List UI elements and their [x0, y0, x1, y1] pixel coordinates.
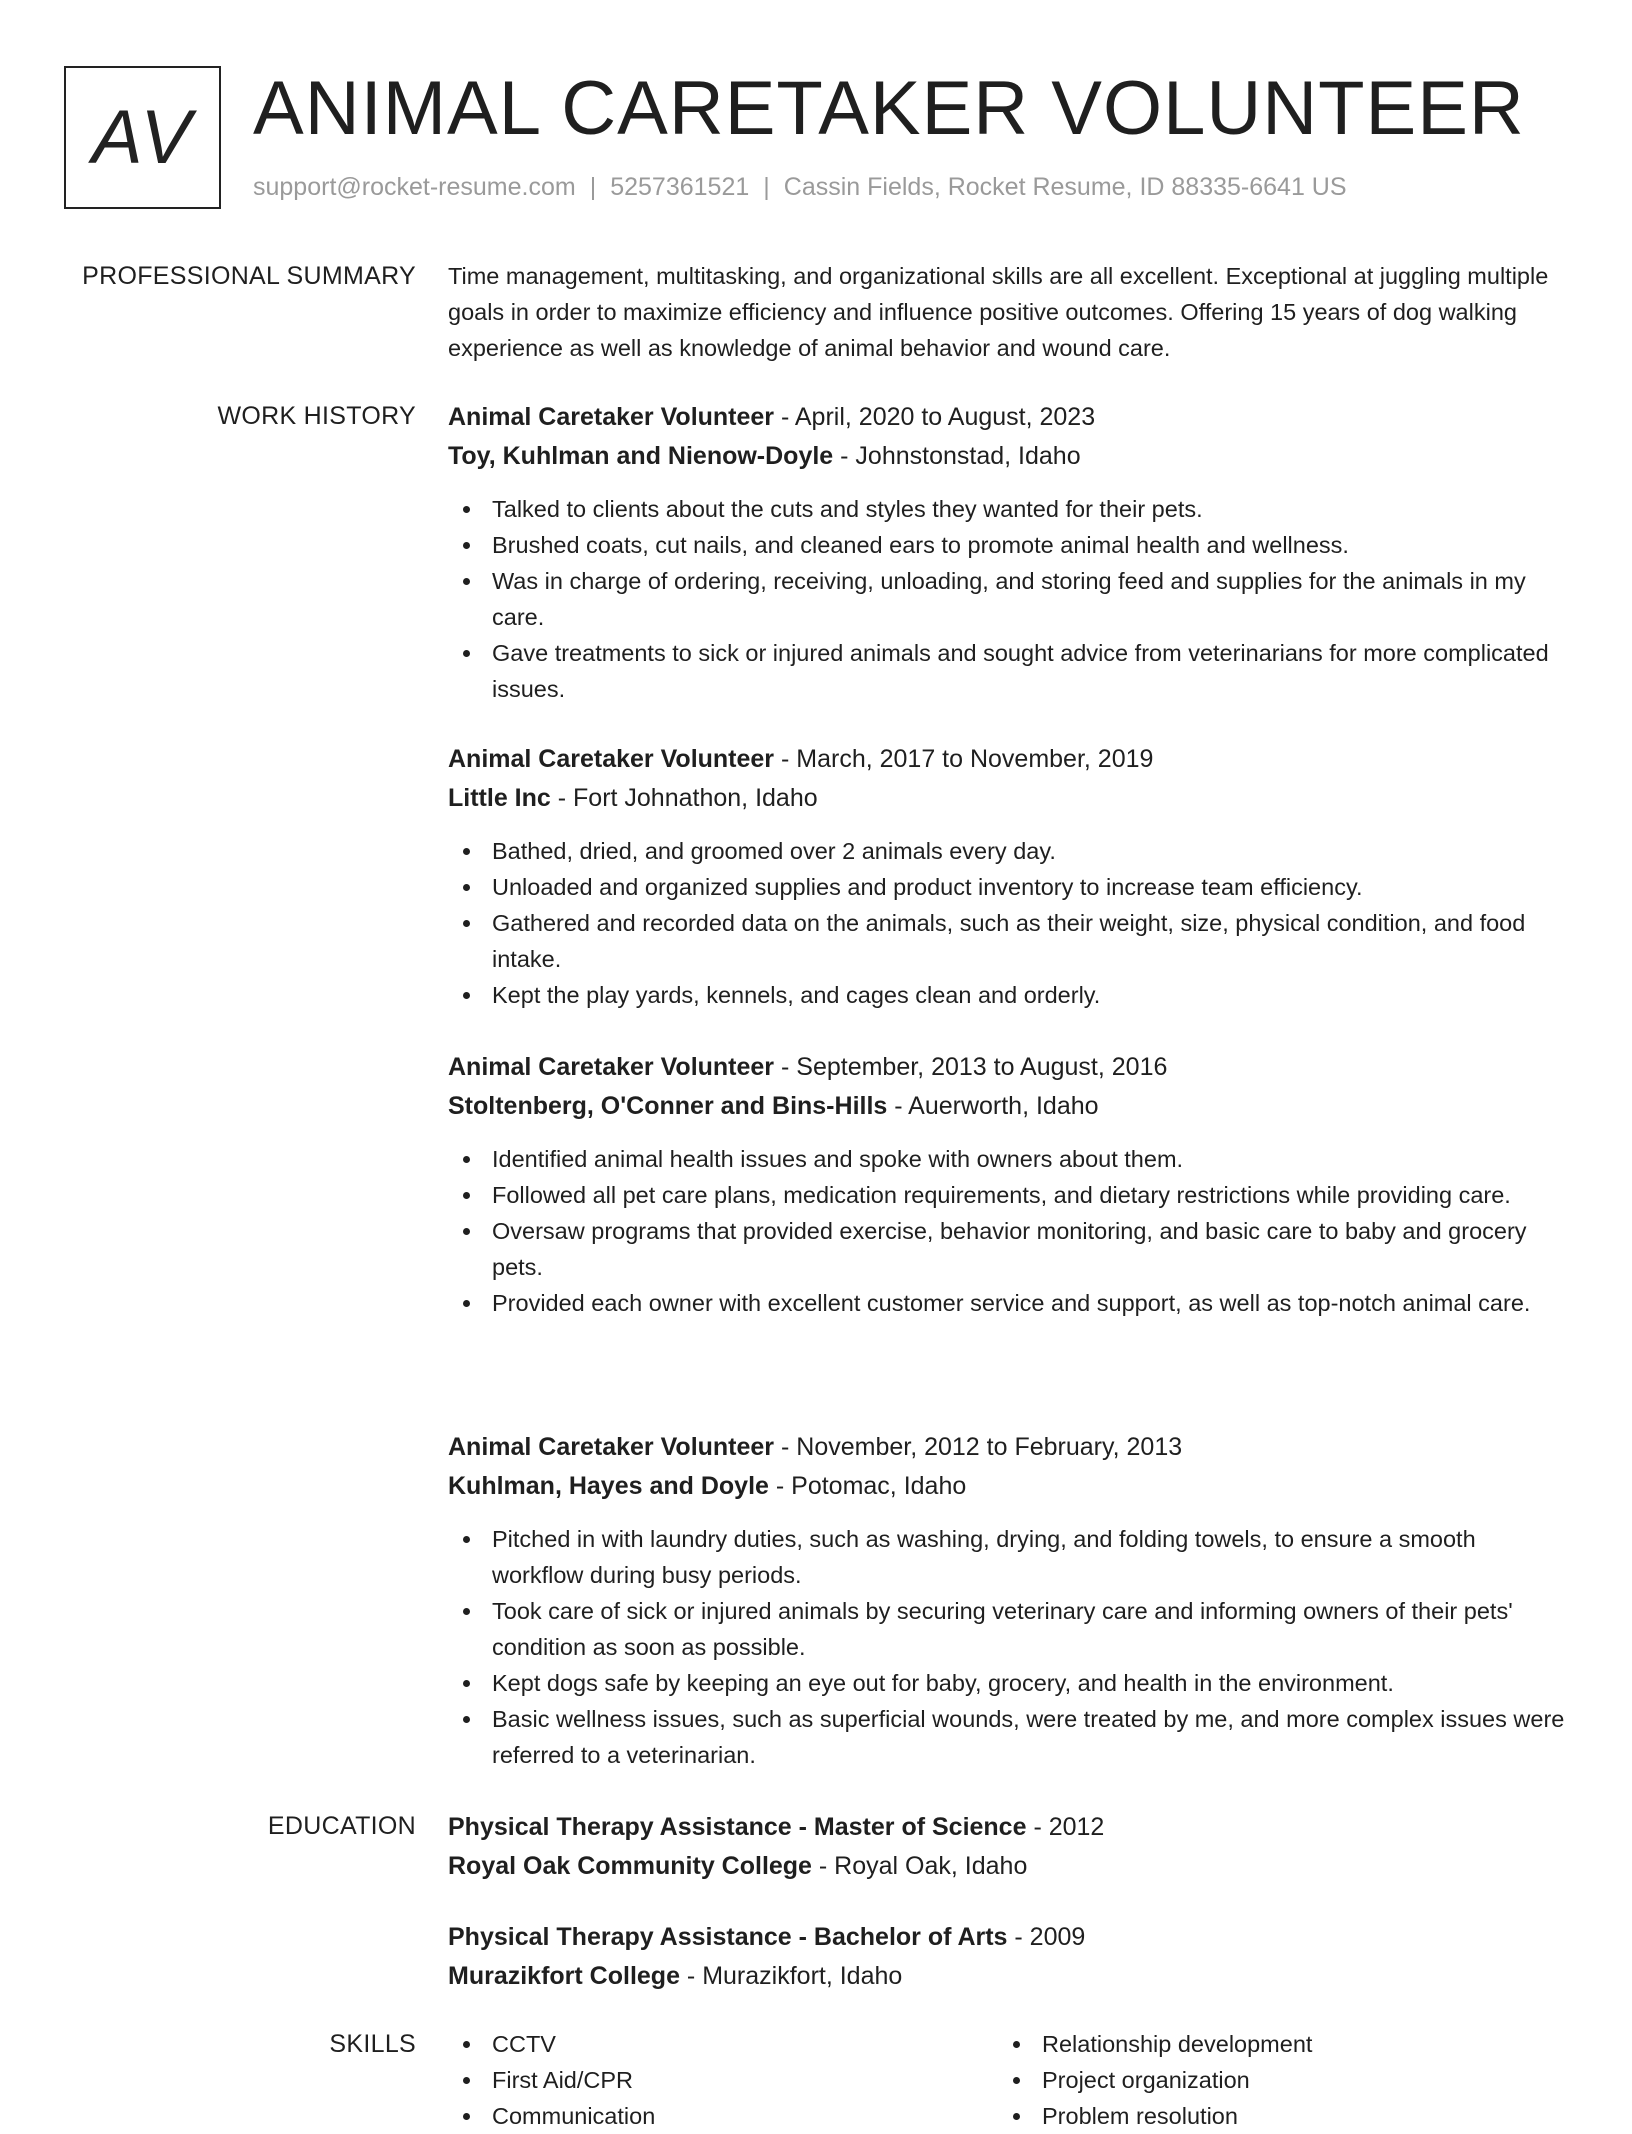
degree-year: - 2012 [1026, 1813, 1105, 1841]
contact-email[interactable]: support@rocket-resume.com [253, 173, 576, 201]
bullet-item: Provided each owner with excellent customer service and support, as well as top-notch animal care. [448, 1285, 1568, 1321]
job-bullets [448, 491, 1568, 707]
job-bullets [448, 1141, 1568, 1321]
job-company: Kuhlman, Hayes and Doyle [448, 1472, 769, 1500]
skill-item: Communication [448, 2098, 998, 2134]
job-entry [448, 740, 1568, 1013]
section-label-education: EDUCATION [267, 1812, 416, 1840]
school-line [448, 1957, 1568, 1996]
skill-item: Relationship development [998, 2026, 1568, 2062]
bullet-item: Took care of sick or injured animals by securing veterinary care and informing owners of their pets' condition as soon as possible. [448, 1593, 1568, 1665]
candidate-title: ANIMAL CARETAKER VOLUNTEER [253, 66, 1525, 151]
education-entry [448, 1918, 1568, 1996]
school-name: Murazikfort College [448, 1962, 680, 1990]
job-location: - Fort Johnathon, Idaho [550, 784, 818, 812]
job-company-line [448, 1467, 1568, 1506]
skill-item: CCTV [448, 2026, 998, 2062]
contact-line [253, 173, 1347, 202]
school-name: Royal Oak Community College [448, 1852, 812, 1880]
job-bullets [448, 833, 1568, 1013]
section-label-skills: SKILLS [329, 2030, 416, 2058]
education-entry [448, 1808, 1568, 1886]
job-entry [448, 398, 1568, 707]
contact-separator: | [589, 173, 597, 201]
job-dates: - April, 2020 to August, 2023 [774, 403, 1096, 431]
skill-item: First Aid/CPR [448, 2062, 998, 2098]
bullet-item: Gave treatments to sick or injured animals and sought advice from veterinarians for more complicated issues. [448, 635, 1568, 707]
job-dates: - September, 2013 to August, 2016 [774, 1053, 1168, 1081]
school-location: - Murazikfort, Idaho [679, 1962, 903, 1990]
degree: Physical Therapy Assistance - Master of Science [448, 1813, 1027, 1841]
school-line [448, 1847, 1568, 1886]
job-company-line [448, 779, 1568, 818]
summary-text: Time management, multitasking, and organizational skills are all excellent. Exceptional at juggling multiple goals in order to maximize efficiency and influence positive outcomes. Offering 15 years of dog walking experience as well as knowledge of animal behavior and wound care. [448, 263, 1549, 361]
bullet-item: Basic wellness issues, such as superficial wounds, were treated by me, and more complex issues were referred to a veterinarian. [448, 1701, 1568, 1773]
contact-separator: | [763, 173, 770, 201]
job-title: Animal Caretaker Volunteer [448, 403, 775, 431]
job-company: Toy, Kuhlman and Nienow-Doyle [448, 442, 834, 470]
job-entry [448, 1048, 1568, 1321]
bullet-item: Oversaw programs that provided exercise, behavior monitoring, and basic care to baby and grocery pets. [448, 1213, 1568, 1285]
degree-line [448, 1808, 1568, 1847]
job-entry [448, 1428, 1568, 1773]
skill-item: Project organization [998, 2062, 1568, 2098]
skill-item: Problem resolution [998, 2098, 1568, 2134]
bullet-item: Bathed, dried, and groomed over 2 animals every day. [448, 833, 1568, 869]
skills-list-right [998, 2026, 1568, 2134]
bullet-item: Was in charge of ordering, receiving, unloading, and storing feed and supplies for the animals in my care. [448, 563, 1568, 635]
bullet-item: Identified animal health issues and spoke with owners about them. [448, 1141, 1568, 1177]
job-title-line [448, 740, 1568, 779]
job-location: - Auerworth, Idaho [887, 1092, 1099, 1120]
school-location: - Royal Oak, Idaho [811, 1852, 1028, 1880]
contact-phone[interactable]: 5257361521 [610, 173, 750, 201]
section-label-summary: PROFESSIONAL SUMMARY [82, 262, 416, 290]
degree: Physical Therapy Assistance - Bachelor of Arts [448, 1923, 1008, 1951]
job-title: Animal Caretaker Volunteer [448, 1433, 775, 1461]
job-company: Little Inc [448, 784, 551, 812]
bullet-item: Pitched in with laundry duties, such as washing, drying, and folding towels, to ensure a smooth workflow during busy periods. [448, 1521, 1568, 1593]
job-dates: - November, 2012 to February, 2013 [774, 1433, 1183, 1461]
job-title: Animal Caretaker Volunteer [448, 1053, 775, 1081]
job-location: - Potomac, Idaho [768, 1472, 967, 1500]
section-label-work-history: WORK HISTORY [217, 402, 416, 430]
bullet-item: Kept dogs safe by keeping an eye out for baby, grocery, and health in the environment. [448, 1665, 1568, 1701]
job-title-line [448, 1428, 1568, 1467]
job-title-line [448, 1048, 1568, 1087]
bullet-item: Talked to clients about the cuts and styles they wanted for their pets. [448, 491, 1568, 527]
resume-header [64, 66, 1584, 211]
job-title: Animal Caretaker Volunteer [448, 745, 775, 773]
bullet-item: Gathered and recorded data on the animals, such as their weight, size, physical condition, and food intake. [448, 905, 1568, 977]
job-bullets [448, 1521, 1568, 1773]
bullet-item: Kept the play yards, kennels, and cages clean and orderly. [448, 977, 1568, 1013]
degree-line [448, 1918, 1568, 1957]
monogram: AV [64, 66, 221, 209]
contact-address: Cassin Fields, Rocket Resume, ID 88335-6641 US [783, 173, 1347, 201]
bullet-item: Brushed coats, cut nails, and cleaned ears to promote animal health and wellness. [448, 527, 1568, 563]
bullet-item: Unloaded and organized supplies and product inventory to increase team efficiency. [448, 869, 1568, 905]
bullet-item: Followed all pet care plans, medication requirements, and dietary restrictions while providing care. [448, 1177, 1568, 1213]
job-title-line [448, 398, 1568, 437]
degree-year: - 2009 [1007, 1923, 1086, 1951]
job-dates: - March, 2017 to November, 2019 [774, 745, 1154, 773]
job-company-line [448, 437, 1568, 476]
job-location: - Johnstonstad, Idaho [833, 442, 1081, 470]
job-company: Stoltenberg, O'Conner and Bins-Hills [448, 1092, 888, 1120]
skills-list-left [448, 2026, 998, 2134]
job-company-line [448, 1087, 1568, 1126]
